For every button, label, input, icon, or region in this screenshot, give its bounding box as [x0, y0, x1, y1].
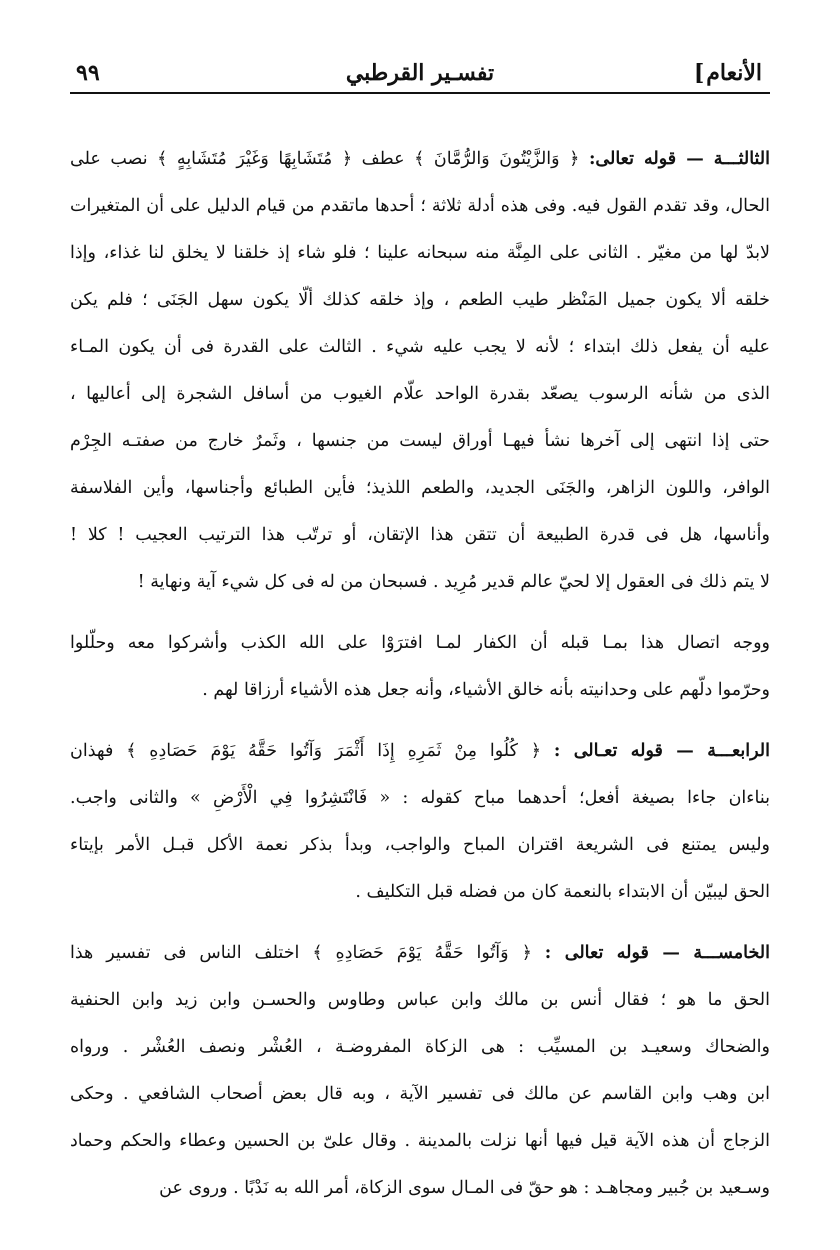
text-line: وأناسها، هل فى قدرة الطبيعة أن تتقن هذا الإتقان، أو ترتّب هذا الترتيب العجيب ! كلا ! [70, 525, 770, 545]
text-line: الحق ليبيّن أن الابتداء بالنعمة كان من فضله قبل التكليف . [355, 882, 770, 902]
text-line: حتى إذا انتهى إلى آخرها نشأ فيهـا أوراق ليست من جنسها ، وثَمرٌ خارج من صفتـه الجِرْم [70, 431, 770, 451]
text-line: وليس يمتنع فى الشريعة اقتران المباح والواجب، وبدأ بذكر نعمة الأكل قبـل الأمر بإيتاء [70, 835, 770, 855]
text-line: الرابعـــة — قوله تعـالى : ﴿ كُلُوا مِنْ ثَمَرِهِ إِذَا أَثْمَرَ وَآتُوا حَقَّهُ يَوْمَ حَصَادِهِ ﴾ فهذان [70, 741, 770, 761]
text-line: خلقه ألا يكون جميل المَنْظر طيب الطعم ، وإذ خلقه كذلك ألّا يكون سهل الجَنَى ؛ فلم يكن [70, 290, 770, 310]
section-lead: الرابعـــة — قوله تعـالى : [553, 741, 770, 761]
text-line: ووجه اتصال هذا بمـا قبله أن الكفار لمـا افترَوْا على الله الكذب وأشركوا معه وحلّلوا [70, 633, 770, 653]
text-line: الخامســـة — قوله تعالى : ﴿ وَآتُوا حَقَّهُ يَوْمَ حَصَادِهِ ﴾ اختلف الناس فى تفسير هذا [70, 943, 770, 963]
text-line: الحق ما هو ؛ فقال أنس بن مالك وابن عباس وطاوس والحسـن وابن زيد وابن الحنفية [70, 990, 770, 1010]
section-lead: الثالثـــة — قوله تعالى: [588, 149, 770, 169]
paragraph [70, 930, 770, 1212]
paragraph [70, 620, 770, 714]
section-lead: الخامســـة — قوله تعالى : [544, 943, 770, 963]
text-line: عليه أن يفعل ذلك ابتداء ؛ لأنه لا يجب عليه شيء . الثالث على القدرة فى أن يكون المـاء [70, 337, 770, 357]
chapter-bracket: ] [693, 60, 705, 86]
text-line: وحرّموا دلّهم على وحدانيته بأنه خالق الأشياء، وأنه جعل هذه الأشياء أرزاقا لهم . [202, 680, 770, 700]
paragraph [70, 728, 770, 916]
book-title: تفسـير القرطبي [345, 60, 495, 86]
text-line: ابن وهب وابن القاسم عن مالك فى تفسير الآية ، وبه قال بعض أصحاب الشافعي . وحكى [70, 1084, 770, 1104]
text-line: الذى من شأنه الرسوب يصعّد بقدرة الواحد علّام الغيوب من أسافل الشجرة إلى أعاليها ، [70, 384, 770, 404]
text-line: لا يتم ذلك فى العقول إلا لحيّ عالم قدير مُرِيد . فسبحان من له فى كل شيء آية ونهاية ! [137, 572, 770, 592]
text-line: الزجاج أن هذه الآية قيل فيها أنها نزلت بالمدينة . وقال علىّ بن الحسين وعطاء والحكم وحماد [70, 1131, 770, 1151]
book-page [70, 50, 770, 1220]
text-line: الوافر، واللون الزاهر، والجَنَى الجديد، والطعم اللذيذ؛ فأين الطبائع وأجناسها، وأين الفلاسفة [70, 478, 770, 498]
running-header [70, 50, 770, 94]
body-text [70, 136, 770, 1212]
text-line: لابدّ لها من مغيّر . الثانى على المِنَّة منه سبحانه علينا ؛ فلو شاء إذ خلقنا لا يخلق لنا غذاء، وإذا [70, 243, 770, 263]
text-line: الثالثـــة — قوله تعالى: ﴿ وَالزَّيْتُونَ وَالرُّمَّانَ ﴾ عطف ﴿ مُتَشَابِهًا وَغَيْرَ مُتَشَابِهٍ ﴾ نصب على [70, 149, 770, 169]
page-number: ٩٩ [76, 60, 100, 86]
text-line: وسـعيد بن جُبير ومجاهـد : هو حقّ فى المـال سوى الزكاة، أمر الله به نَدْبًا . وروى عن [159, 1178, 770, 1198]
chapter-name: الأنعام [706, 60, 762, 86]
text-line: الحال، وقد تقدم القول فيه. وفى هذه أدلة ثلاثة ؛ أحدها ماتقدم من قيام الدليل على أن المتغيرات [70, 196, 770, 216]
text-line: بناءان جاءا بصيغة أفعل؛ أحدهما مباح كقوله : « فَانْتَشِرُوا فِي الْأَرْضِ » والثانى واجب. [70, 788, 770, 808]
text-line: والضحاك وسعيـد بن المسيِّب : هى الزكاة المفروضـة ، العُشْر ونصف العُشْر . ورواه [70, 1037, 770, 1057]
paragraph [70, 136, 770, 606]
